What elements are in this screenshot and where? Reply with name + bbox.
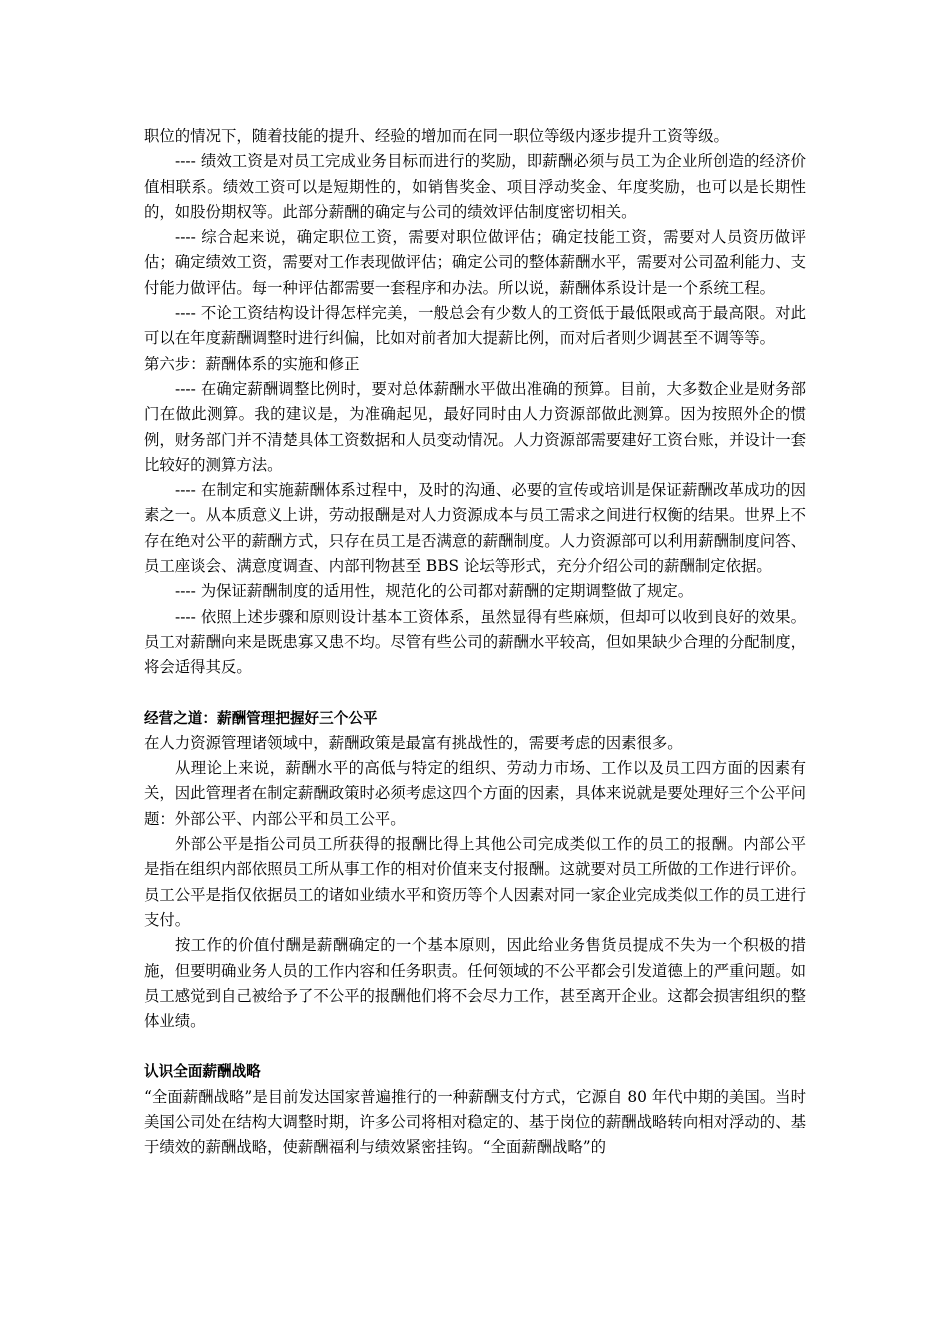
heading-total-rewards: 认识全面薪酬战略 (144, 1063, 261, 1081)
paragraph-fairness-theory: 从理论上来说，薪酬水平的高低与特定的组织、劳动力市场、工作以及员工四方面的因素有关，因此管理者在制定薪酬政策时必须考虑这四个方面的因素，具体来说就是要处理好三个公平问题：外部公平、内部公平和员工公平。 (144, 759, 806, 828)
heading-three-fairness: 经营之道：薪酬管理把握好三个公平 (144, 709, 378, 727)
paragraph-fairness-intro: 在人力资源管理诸领域中，薪酬政策是最富有挑战性的，需要考虑的因素很多。 (144, 733, 683, 752)
section-spacer (144, 1034, 806, 1059)
paragraph-budget: ---- 在确定薪酬调整比例时，要对总体薪酬水平做出准确的预算。目前，大多数企业是财务部门在做此测算。我的建议是，为准确起见，最好同时由人力资源部做此测算。因为按照外企的惯例，财务部门并不清楚具体工资数据和人员变动情况。人力资源部需要建好工资台账，并设计一套比较好的测算方法。 (144, 379, 806, 474)
document-page (144, 124, 806, 1161)
paragraph-evaluation-summary: ---- 综合起来说，确定职位工资，需要对职位做评估；确定技能工资，需要对人员资历做评估；确定绩效工资，需要对工作表现做评估；确定公司的整体薪酬水平，需要对公司盈利能力、支付能力做评估。每一种评估都需要一套程序和办法。所以说，薪酬体系设计是一个系统工程。 (144, 228, 806, 297)
paragraph-pay-by-value: 按工作的价值付酬是薪酬确定的一个基本原则，因此给业务售货员提成不失为一个积极的措施，但要明确业务人员的工作内容和任务职责。任何领域的不公平都会引发道德上的严重问题。如员工感觉到自己被给予了不公平的报酬他们将不会尽力工作，甚至离开企业。这都会损害组织的整体业绩。 (144, 936, 806, 1031)
paragraph-total-rewards-intro: “全面薪酬战略”是目前发达国家普遍推行的一种薪酬支付方式，它源自 80 年代中期的美国。当时美国公司处在结构大调整时期，许多公司将相对稳定的、基于岗位的薪酬战略转向相对浮动的、基于绩效的薪酬战略，使薪酬福利与绩效紧密挂钩。“全面薪酬战略”的 (144, 1087, 806, 1157)
paragraph-skill-pay-continued: 职位的情况下，随着技能的提升、经验的增加而在同一职位等级内逐步提升工资等级。 (144, 127, 729, 145)
paragraph-step-conclusion: ---- 依照上述步骤和原则设计基本工资体系，虽然显得有些麻烦，但却可以收到良好的效果。员工对薪酬向来是既患寡又患不均。尽管有些公司的薪酬水平较高，但如果缺少合理的分配制度，将会适得其反。 (144, 607, 806, 677)
step-six-title: 第六步：薪酬体系的实施和修正 (144, 354, 360, 373)
paragraph-communication: ---- 在制定和实施薪酬体系过程中，及时的沟通、必要的宣传或培训是保证薪酬改革成功的因素之一。从本质意义上讲，劳动报酬是对人力资源成本与员工需求之间进行权衡的结果。世界上不存在绝对公平的薪酬方式，只存在员工是否满意的薪酬制度。人力资源部可以利用薪酬制度问答、员工座谈会、满意度调查、内部刊物甚至 BBS 论坛等形式，充分介绍公司的薪酬制定依据。 (144, 481, 806, 576)
paragraph-salary-correction: ---- 不论工资结构设计得怎样完美，一般总会有少数人的工资低于最低限或高于最高限。对此可以在年度薪酬调整时进行纠偏，比如对前者加大提薪比例，而对后者则少调甚至不调等等。 (144, 304, 806, 348)
paragraph-regular-adjustment: ---- 为保证薪酬制度的适用性，规范化的公司都对薪酬的定期调整做了规定。 (175, 582, 694, 601)
paragraph-performance-pay: ---- 绩效工资是对员工完成业务目标而进行的奖励，即薪酬必须与员工为企业所创造的经济价值相联系。绩效工资可以是短期性的，如销售奖金、项目浮动奖金、年度奖励，也可以是长期性的，如股份期权等。此部分薪酬的确定与公司的绩效评估制度密切相关。 (144, 152, 806, 221)
paragraph-fairness-definitions: 外部公平是指公司员工所获得的报酬比得上其他公司完成类似工作的员工的报酬。内部公平是指在组织内部依照员工所从事工作的相对价值来支付报酬。这就要对员工所做的工作进行评价。员工公平是指仅依据员工的诸如业绩水平和资历等个人因素对同一家企业完成类似工作的员工进行支付。 (144, 835, 806, 929)
section-spacer (144, 681, 806, 706)
